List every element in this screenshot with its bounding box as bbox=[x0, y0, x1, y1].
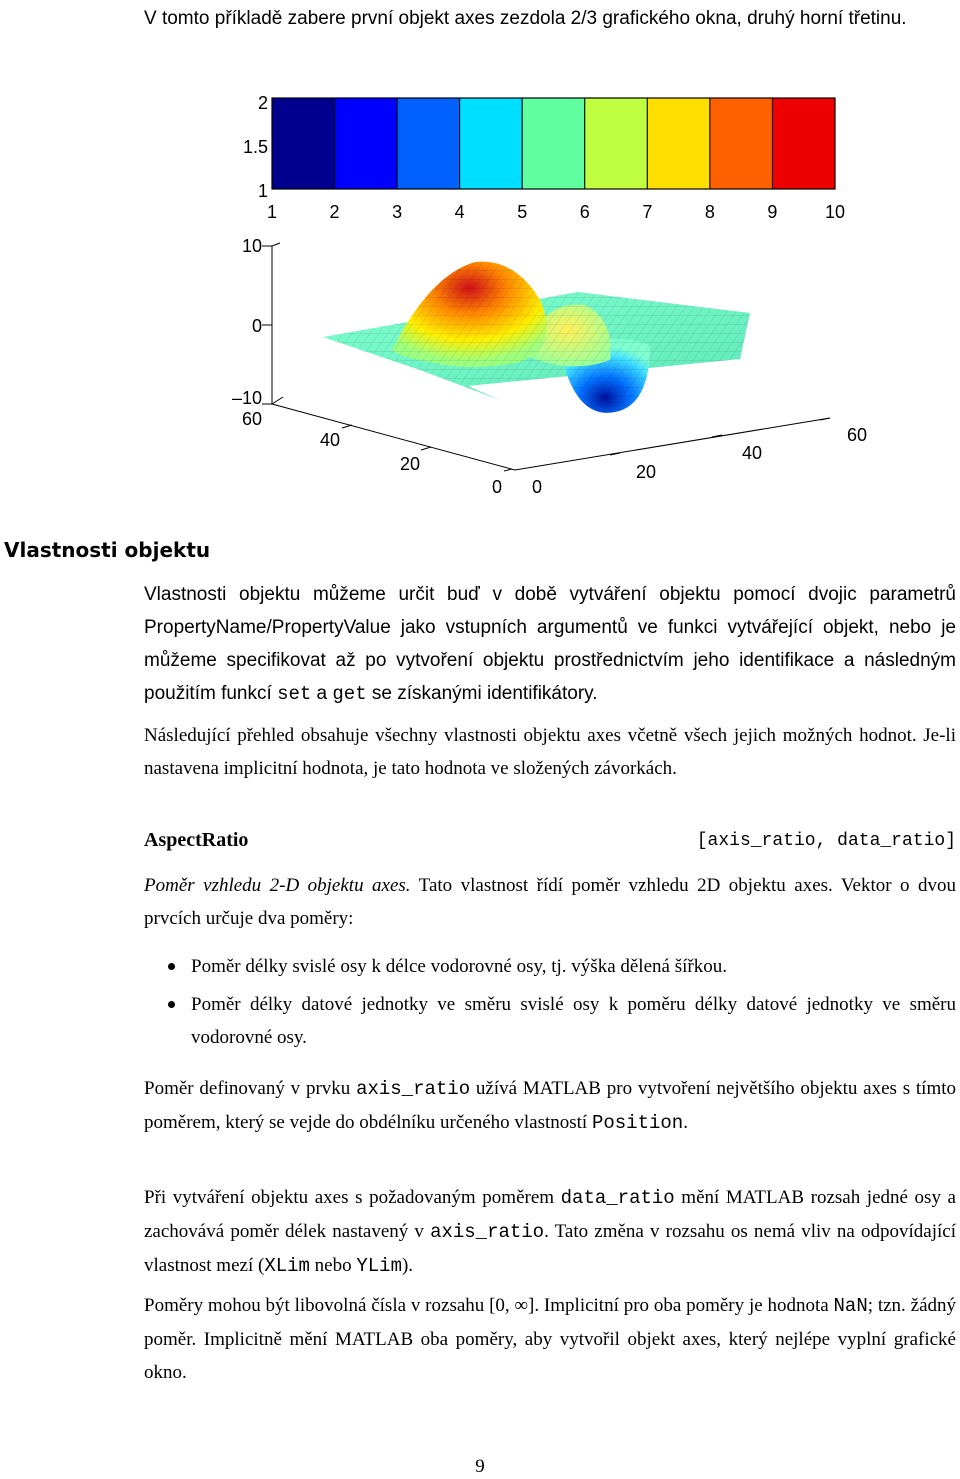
paragraph-3-text-b: užívá MATLAB pro vytvoření největšího objektu axes s tímto poměrem, který se vejde do obdélníku určeného vlastností bbox=[144, 1078, 957, 1133]
figure-area bbox=[0, 0, 960, 530]
paragraph-5 bbox=[144, 1289, 956, 1389]
page-number: 9 bbox=[475, 1456, 485, 1477]
colorbar-cells bbox=[272, 98, 835, 189]
code-set: set bbox=[277, 683, 312, 705]
z-tick: –10 bbox=[231, 388, 262, 408]
colorbar-cell bbox=[585, 98, 648, 189]
code-axis-ratio: axis_ratio bbox=[356, 1078, 471, 1100]
colorbar-cell bbox=[335, 98, 398, 189]
z-ticks bbox=[262, 246, 272, 404]
paragraph-4-text-e: ). bbox=[401, 1255, 414, 1276]
colorbar-cell bbox=[397, 98, 460, 189]
left-tick: 0 bbox=[491, 477, 503, 497]
right-tick: 60 bbox=[846, 425, 868, 445]
property-name: AspectRatio bbox=[144, 829, 249, 851]
code-nan: NaN bbox=[833, 1295, 868, 1317]
cb-xtick: 8 bbox=[704, 202, 715, 222]
colorbar-cell bbox=[522, 98, 585, 189]
right-tick: 40 bbox=[741, 443, 763, 463]
paragraph-1-text-b: a bbox=[311, 683, 333, 704]
cb-xtick: 3 bbox=[392, 202, 403, 222]
paragraph-3 bbox=[144, 1072, 956, 1140]
section-title: Vlastnosti objektu bbox=[4, 538, 211, 562]
bullet-item bbox=[144, 988, 956, 1054]
left-ticks bbox=[342, 425, 512, 471]
paragraph-1 bbox=[144, 578, 956, 711]
paragraph-5-text-a: Poměry mohou být libovolná čísla v rozsahu [0, ∞]. Implicitní pro oba poměry je hodnota bbox=[144, 1295, 834, 1316]
paragraph-2: Následující přehled obsahuje všechny vlastnosti objektu axes včetně všech jejich možných hodnot. Je-li nastavena implicitní hodnota, je tato hodnota ve složených závorkách. bbox=[144, 725, 956, 779]
left-tick: 20 bbox=[399, 454, 421, 474]
cb-xtick: 2 bbox=[329, 202, 340, 222]
bullet-item bbox=[144, 950, 956, 983]
cb-xtick: 7 bbox=[642, 202, 653, 222]
paragraph-4 bbox=[144, 1181, 956, 1283]
colorbar-plot bbox=[243, 93, 845, 222]
paragraph-4-text-c: . Tato změna v rozsahu os nemá vliv na odpovídající vlastnost mezí ( bbox=[144, 1221, 956, 1276]
right-tick: 20 bbox=[635, 462, 657, 482]
right-tick: 0 bbox=[531, 477, 543, 497]
code-position: Position bbox=[591, 1112, 684, 1134]
code-get: get bbox=[332, 683, 367, 705]
paragraph-4-text-a: Při vytváření objektu axes s požadovaným poměrem bbox=[144, 1187, 561, 1208]
property-value: [axis_ratio, data_ratio] bbox=[696, 831, 956, 851]
cb-xtick: 6 bbox=[579, 202, 590, 222]
colorbar-cell bbox=[272, 98, 335, 189]
bullet-text: Poměr délky svislé osy k délce vodorovné osy, tj. výška dělená šířkou. bbox=[191, 956, 727, 977]
colorbar-cell bbox=[772, 98, 835, 189]
paragraph-1-text-c: se získanými identifikátory. bbox=[366, 683, 598, 704]
code-xlim: XLim bbox=[264, 1255, 310, 1277]
paragraph-3-text-c: . bbox=[683, 1112, 688, 1133]
cb-xtick: 1 bbox=[266, 202, 278, 222]
property-desc-italic: Poměr vzhledu 2-D objektu axes. bbox=[144, 875, 411, 896]
intro-text: V tomto příkladě zabere první objekt axes zezdola 2/3 grafického okna, druhý horní třetinu. bbox=[144, 8, 907, 29]
surface-peak-mesh bbox=[392, 262, 547, 367]
code-axis-ratio: axis_ratio bbox=[430, 1221, 545, 1243]
left-tick: 40 bbox=[319, 430, 341, 450]
cb-xtick: 5 bbox=[517, 202, 528, 222]
paragraph-3-text-a: Poměr definovaný v prvku bbox=[144, 1078, 357, 1099]
property-description bbox=[144, 869, 956, 935]
bullet-dot bbox=[168, 963, 175, 970]
code-data-ratio: data_ratio bbox=[560, 1187, 675, 1209]
property-desc-text: Tato vlastnost řídí poměr vzhledu 2D objektu axes. Vektor o dvou prvcích určuje dva poměry: bbox=[144, 875, 956, 929]
colorbar-x-ticks bbox=[267, 202, 845, 222]
cb-xtick: 10 bbox=[824, 202, 846, 222]
surface-plot bbox=[232, 236, 867, 497]
cb-xtick: 9 bbox=[767, 202, 778, 222]
z-tick: 0 bbox=[251, 316, 262, 336]
paragraph-1-text-a: Vlastnosti objektu můžeme určit buď v době vytváření objektu pomocí dvojic parametrů PropertyName/PropertyValue jako vstupních argumentů ve funkci vytvářející objekt, nebo je můžeme specifikovat až po vytvoření objektu prostřednictvím jeho identifikace a následným použitím funkcí bbox=[144, 584, 956, 704]
left-tick: 60 bbox=[241, 409, 262, 429]
colorbar-cell bbox=[710, 98, 773, 189]
colorbar-cell bbox=[647, 98, 710, 189]
colorbar-cell bbox=[460, 98, 523, 189]
cb-xtick: 4 bbox=[454, 202, 465, 222]
paragraph-5-text-b: ; tzn. žádný poměr. Implicitně mění MATLAB oba poměry, aby vytvořil objekt axes, který nejlépe vyplní grafické okno. bbox=[144, 1295, 957, 1383]
cb-ytick: 1 bbox=[257, 181, 268, 201]
cb-ytick: 2 bbox=[257, 93, 268, 113]
bullet-dot bbox=[168, 1001, 175, 1008]
paragraph-4-text-d: nebo bbox=[309, 1255, 357, 1276]
bullet-list bbox=[144, 950, 956, 1054]
bullet-text: Poměr délky datové jednotky ve směru svislé osy k poměru délky datové jednotky ve směru vodorovné osy. bbox=[191, 994, 956, 1048]
code-ylim: YLim bbox=[356, 1255, 402, 1277]
paragraph-4-text-b: mění MATLAB rozsah jedné osy a zachovává poměr délek nastavený v bbox=[144, 1187, 956, 1242]
cb-ytick: 1.5 bbox=[242, 137, 268, 157]
property-row bbox=[144, 829, 956, 859]
z-tick: 10 bbox=[241, 236, 262, 256]
